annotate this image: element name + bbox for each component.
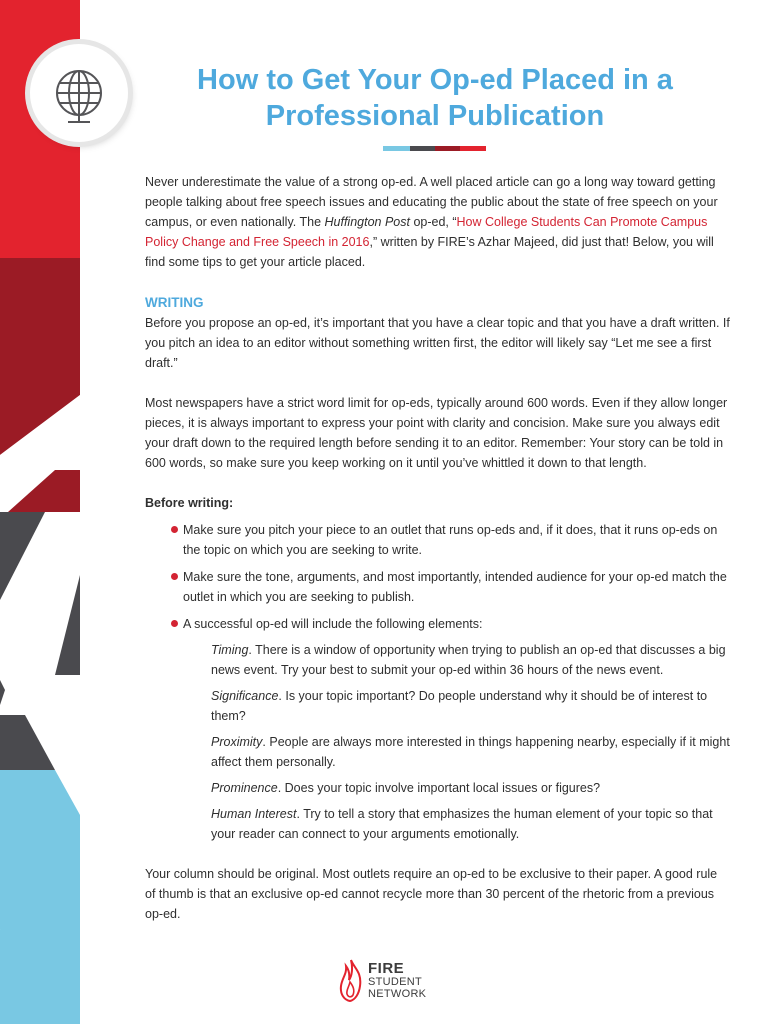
before-writing-list bbox=[145, 520, 730, 634]
element-term: Human Interest bbox=[211, 807, 297, 821]
article-link[interactable]: How College Students Can Promote Campus Policy Change and Free Speech in 2016 bbox=[145, 215, 708, 249]
writing-paragraph-2: Most newspapers have a strict word limit for op-eds, typically around 600 words. Even if they allow longer pieces, it is always important to express your point with clarity and concision. Make sure you always edit your draft down to the required length before sending it to an editor. Remember: Your story can be told in 600 words, so make sure you keep working on it until you’ve whittled it down to that length. bbox=[145, 396, 728, 470]
before-writing-heading: Before writing: bbox=[145, 496, 234, 510]
bullet-dot-icon bbox=[171, 526, 178, 533]
element-term: Significance bbox=[211, 689, 279, 703]
element-item: Human Interest. Try to tell a story that emphasizes the human element of your topic so that your reader can connect to your arguments emotionally. bbox=[211, 807, 713, 841]
element-item: Proximity. People are always more interested in things happening nearby, especially if it might affect them personally. bbox=[211, 735, 730, 769]
fire-student-network-logo bbox=[338, 956, 448, 1012]
element-term: Prominence bbox=[211, 781, 278, 795]
element-term: Proximity bbox=[211, 735, 263, 749]
globe-icon bbox=[30, 44, 128, 142]
logo-wordmark: FIRE STUDENT NETWORK bbox=[368, 960, 427, 1000]
intro-paragraph: Never underestimate the value of a strong op-ed. A well placed article can go a long way toward getting people talking about free speech issues and educating the public about the state of free speech on your campus, or even nationally. The Huffington Post op-ed, “How College Students Can Promote Campus Policy Change and Free Speech in 2016,” written by FIRE’s Azhar Majeed, did just that! Below, you will find some tips to get your article placed. bbox=[145, 175, 718, 269]
list-item: A successful op-ed will include the following elements: bbox=[145, 614, 730, 634]
document-body bbox=[145, 172, 730, 924]
closing-paragraph: Your column should be original. Most outlets require an op-ed to be exclusive to their paper. A good rule of thumb is that an exclusive op-ed cannot recycle more than 30 percent of the rhetoric from a previous op-ed. bbox=[145, 867, 718, 921]
flame-icon bbox=[338, 958, 364, 1002]
element-item: Significance. Is your topic important? Do people understand why it should be of interest to them? bbox=[211, 689, 708, 723]
section-heading-writing: WRITING bbox=[145, 295, 204, 310]
list-item: Make sure the tone, arguments, and most importantly, intended audience for your op-ed match the outlet in which you are seeking to publish. bbox=[145, 567, 730, 607]
publication-name: Huffington Post bbox=[324, 215, 410, 229]
decorative-side-band bbox=[0, 0, 80, 1024]
globe-badge bbox=[30, 44, 128, 142]
element-item: Prominence. Does your topic involve important local issues or figures? bbox=[211, 781, 601, 795]
element-item: Timing. There is a window of opportunity when trying to publish an op-ed that discusses a big news event. Try your best to submit your op-ed within 36 hours of the news event. bbox=[211, 643, 726, 677]
element-term: Timing bbox=[211, 643, 249, 657]
page-title: How to Get Your Op-ed Placed in a Professional Publication bbox=[197, 64, 673, 132]
list-item: Make sure you pitch your piece to an outlet that runs op-eds and, if it does, that it runs op-eds on the topic on which you are seeking to write. bbox=[145, 520, 730, 560]
bullet-dot-icon bbox=[171, 573, 178, 580]
bullet-dot-icon bbox=[171, 620, 178, 627]
title-divider bbox=[383, 146, 486, 151]
writing-paragraph-1: Before you propose an op-ed, it’s important that you have a clear topic and that you have a draft written. If you pitch an idea to an editor without something written first, the editor will likely say “Let me see a first draft.” bbox=[145, 316, 730, 370]
op-ed-elements bbox=[211, 640, 730, 844]
